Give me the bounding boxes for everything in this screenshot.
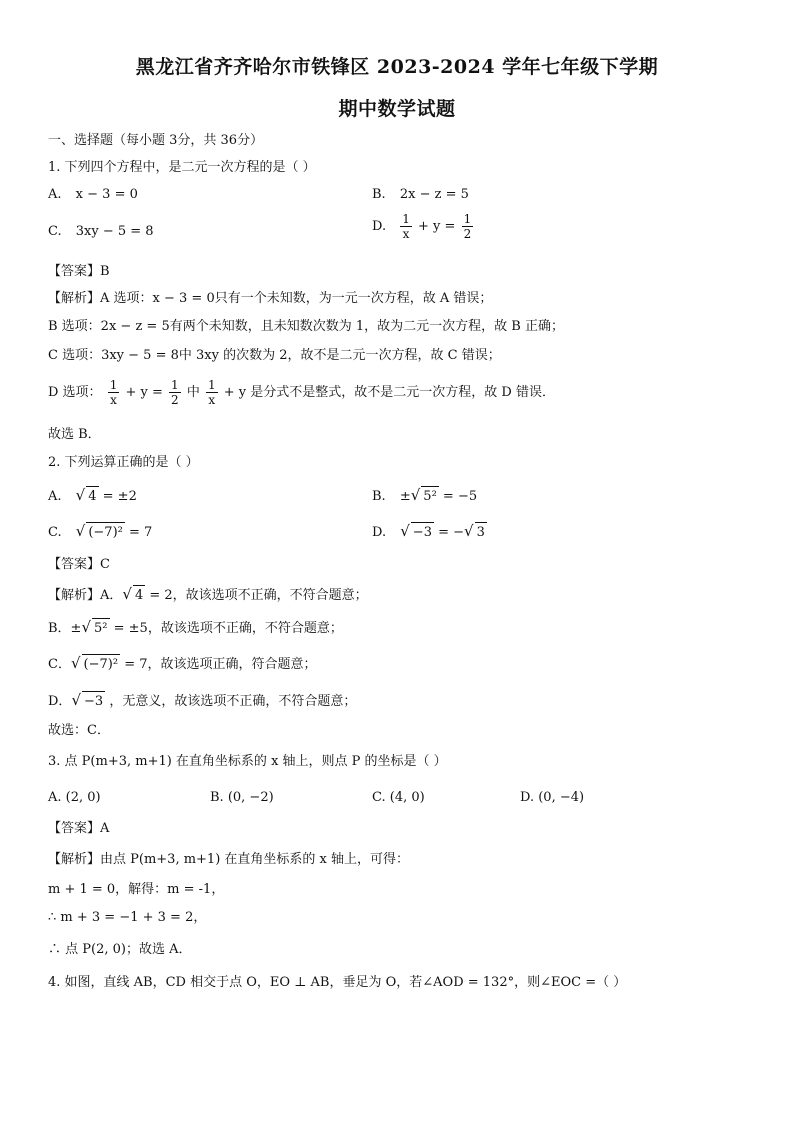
sqrt-symbol: √ [75,486,86,504]
q1-analysis-c: C 选项：3xy − 5 = 8中 3xy 的次数为 2，故不是二元一次方程，故 C 错误； [48,348,501,363]
q1-stem: 1. 下列四个方程中，是二元一次方程的是（ ） [48,160,316,175]
option-expr: 2x − z = 5 [399,187,469,202]
sqrt-symbol: √ [464,522,474,540]
q2-conclusion: 故选：C． [48,723,110,738]
option-label: B. [372,187,386,202]
option-label: C. [48,525,62,540]
q2-analysis-c: C．√ (−7)² = 7，故该选项正确，符合题意； [48,653,316,675]
q3-option-d[interactable]: D. (0, −4) [520,790,585,805]
option-label: D. [372,525,387,540]
q1-analysis-a: 【解析】A 选项：x − 3 = 0只有一个未知数，为一元一次方程，故 A 错误； [48,291,493,306]
q2-analysis-a: 【解析】A．√ 4 = 2，故该选项不正确，不符合题意； [48,584,368,606]
q1-analysis-d: D 选项： $\frac{1}{x}$ + y = $\frac{1}{2}$ 中 $\frac{1}{x}$ + y 是分式不是整式，故不是二元一次方程，故 D 错误． [48,378,555,407]
option-label: C. [48,224,62,239]
q3-analysis-4: ∴ 点 P(2, 0)；故选 A． [48,942,192,957]
fraction: $\frac{1}{2}$ [171,378,179,407]
q2-option-d[interactable]: D. √ −3 = −√ 3 [372,521,487,543]
sqrt-symbol: √ [410,486,421,504]
q3-answer: 【答案】A [48,821,110,836]
option-label: B. [372,489,386,504]
sqrt-symbol: √ [400,522,410,540]
q3-analysis-1: 【解析】由点 P(m+3, m+1) 在直角坐标系的 x 轴上，可得： [48,852,409,867]
option-label: A. [48,489,62,504]
section-heading: 一、选择题（每小题 3分，共 36分） [48,133,264,148]
q3-analysis-3: ∴ m + 3 = −1 + 3 = 2， [48,910,207,925]
q2-option-a[interactable]: A. √ 4 = ±2 [48,485,137,507]
q3-stem: 3. 点 P(m+3, m+1) 在直角坐标系的 x 轴上，则点 P 的坐标是（ ） [48,754,447,769]
option-expr: x − 3 = 0 [75,187,138,202]
q1-option-b[interactable] [372,185,469,205]
option-label: D. [372,219,387,234]
fraction: $\frac{1}{x}$ [402,212,410,241]
q3-option-b[interactable]: B. (0, −2) [210,790,274,805]
q3-option-c[interactable]: C. (4, 0) [372,790,425,805]
q2-option-b[interactable]: B. ±√ 5² = −5 [372,485,477,507]
fraction: $\frac{1}{2}$ [463,212,472,241]
q2-analysis-d: D．√ −3 ，无意义，故该选项不正确，不符合题意； [48,690,356,712]
option-expr: 3xy − 5 = 8 [75,224,154,239]
q3-option-a[interactable]: A. (2, 0) [48,790,101,805]
q3-analysis-2: m + 1 = 0，解得：m = -1， [48,882,225,897]
fraction: $\frac{1}{x}$ [207,378,216,407]
q1-option-c[interactable] [48,222,154,242]
fraction: $\frac{1}{x}$ [109,378,118,407]
q1-option-d[interactable]: D. $\frac{1}{x}$ + y = $\frac{1}{2}$ [372,212,472,241]
q1-option-a[interactable] [48,185,138,205]
q2-stem: 2. 下列运算正确的是（ ） [48,455,199,470]
q1-conclusion: 故选 B． [48,427,101,442]
document-title: 黑龙江省齐齐哈尔市铁锋区 2023-2024 学年七年级下学期 [135,56,659,78]
sqrt-symbol: √ [75,522,86,540]
q2-analysis-b: B．±√ 5² = ±5，故该选项不正确，不符合题意； [48,617,343,639]
q2-answer: 【答案】C [48,557,110,572]
q1-analysis-b: B 选项：2x − z = 5有两个未知数，且未知数次数为 1，故为二元一次方程，故 B 正确； [48,319,564,334]
q1-answer: 【答案】B [48,264,110,279]
q2-option-c[interactable]: C. √ (−7)² = 7 [48,521,152,543]
document-subtitle: 期中数学试题 [338,98,456,120]
option-label: A. [48,187,62,202]
q4-stem: 4. 如图，直线 AB，CD 相交于点 O，EO ⊥ AB，垂足为 O，若∠AOD = 132°，则∠EOC =（ ） [48,975,627,990]
